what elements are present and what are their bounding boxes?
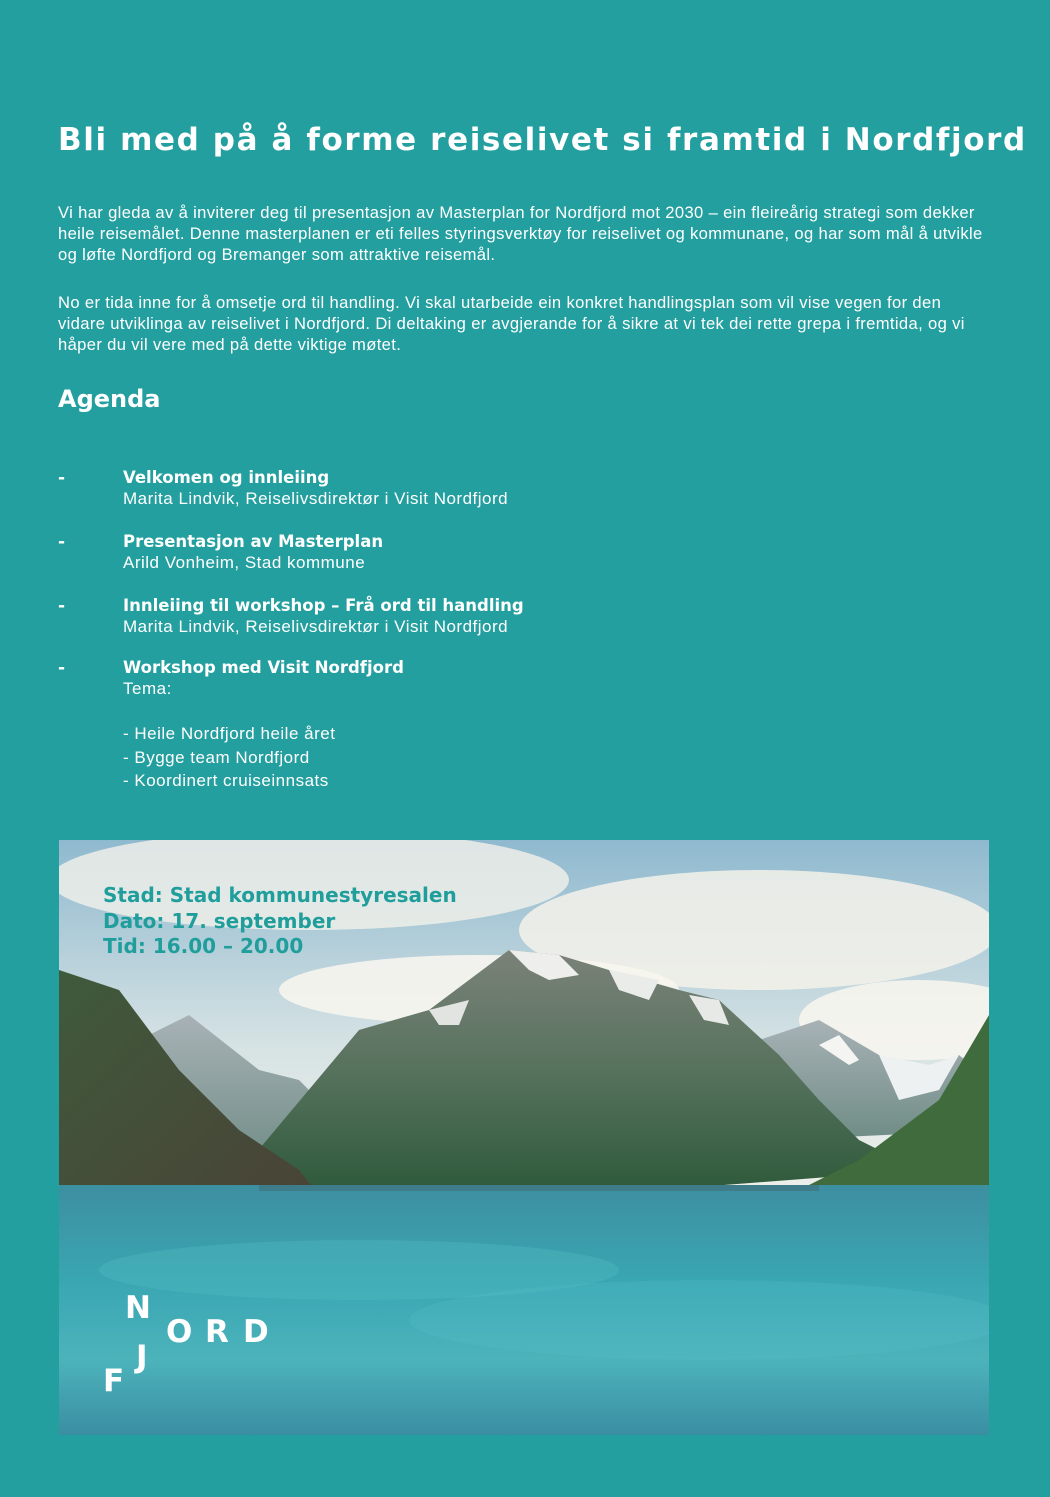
logo-letter: D (243, 1314, 269, 1350)
event-place (103, 883, 457, 909)
agenda-item-theme-label: Tema: (123, 679, 172, 698)
logo-letter: F (103, 1363, 125, 1399)
place-value: Stad kommunestyresalen (169, 883, 457, 907)
logo-letter: J (136, 1339, 148, 1375)
logo-letter: N (125, 1290, 151, 1326)
agenda-heading: Agenda (58, 385, 161, 413)
event-date (103, 909, 457, 935)
intro-text: No er tida inne for å omsetje (58, 293, 282, 312)
agenda-item-speaker: Arild Vonheim, Stad kommune (123, 553, 366, 572)
agenda-item-speaker: Marita Lindvik, Reiselivsdirektør i Visit Nordfjord (123, 489, 509, 508)
date-label: Dato: (103, 908, 165, 933)
masterplan-highlight: presentasjon av Masterplan for Nordfjord mot 2030 (311, 203, 704, 222)
event-time (103, 934, 457, 960)
agenda-dash: - (58, 658, 66, 678)
nordfjord-logo (100, 1290, 280, 1400)
agenda-dash: - (58, 532, 66, 552)
agenda-dash: - (58, 468, 66, 488)
intro-paragraph-1 (58, 202, 988, 265)
page-title: Bli med på å forme reiselivet si framtid i Nordfjord (58, 122, 1027, 158)
place-label: Stad: (103, 883, 163, 907)
logo-letter: R (205, 1314, 229, 1350)
date-value: 17. september (171, 908, 336, 933)
intro-paragraph-2 (58, 292, 988, 355)
topic-item: - Heile Nordfjord heile året (123, 724, 336, 743)
topic-item: - Koordinert cruiseinnsats (123, 771, 329, 790)
time-value: 16.00 – 20.00 (152, 934, 304, 958)
event-details (103, 883, 457, 960)
time-label: Tid: (103, 934, 146, 958)
workshop-topics (123, 722, 335, 793)
intro-text: . Vi skal utarbeide ein konkret handlingsplan som vil vise vegen for den vidare utviklinga av reiselivet i Nordfjord. Di deltaking er avgjerande for å sikre at vi tek dei rette grepa i fremtida, og vi håper du vil vere med på dette viktige møtet. (58, 293, 965, 354)
agenda-item-title: Innleiing til workshop – Frå ord til handling (123, 596, 524, 615)
intro-text: – ein fleireårig strategi som dekker heile reisemålet. Denne masterplanen er eti felles styringsverktøy for reiselivet og kommunane, og har som mål å utvikle og løfte Nordfjord og Bremanger som attraktive reisemål. (58, 203, 983, 264)
action-highlight: ord til handling (281, 293, 396, 312)
agenda-item-title: Velkomen og innleiing (123, 468, 330, 487)
agenda-item-title: Presentasjon av Masterplan (123, 532, 384, 551)
logo-letter: O (166, 1314, 193, 1350)
intro-text: Vi har gleda av å inviterer deg til (58, 203, 312, 222)
topic-item: - Bygge team Nordfjord (123, 747, 310, 767)
agenda-dash: - (58, 596, 66, 616)
agenda-item-speaker: Marita Lindvik, Reiselivsdirektør i Visit Nordfjord (123, 617, 509, 636)
agenda-item-title: Workshop med Visit Nordfjord (123, 658, 404, 677)
